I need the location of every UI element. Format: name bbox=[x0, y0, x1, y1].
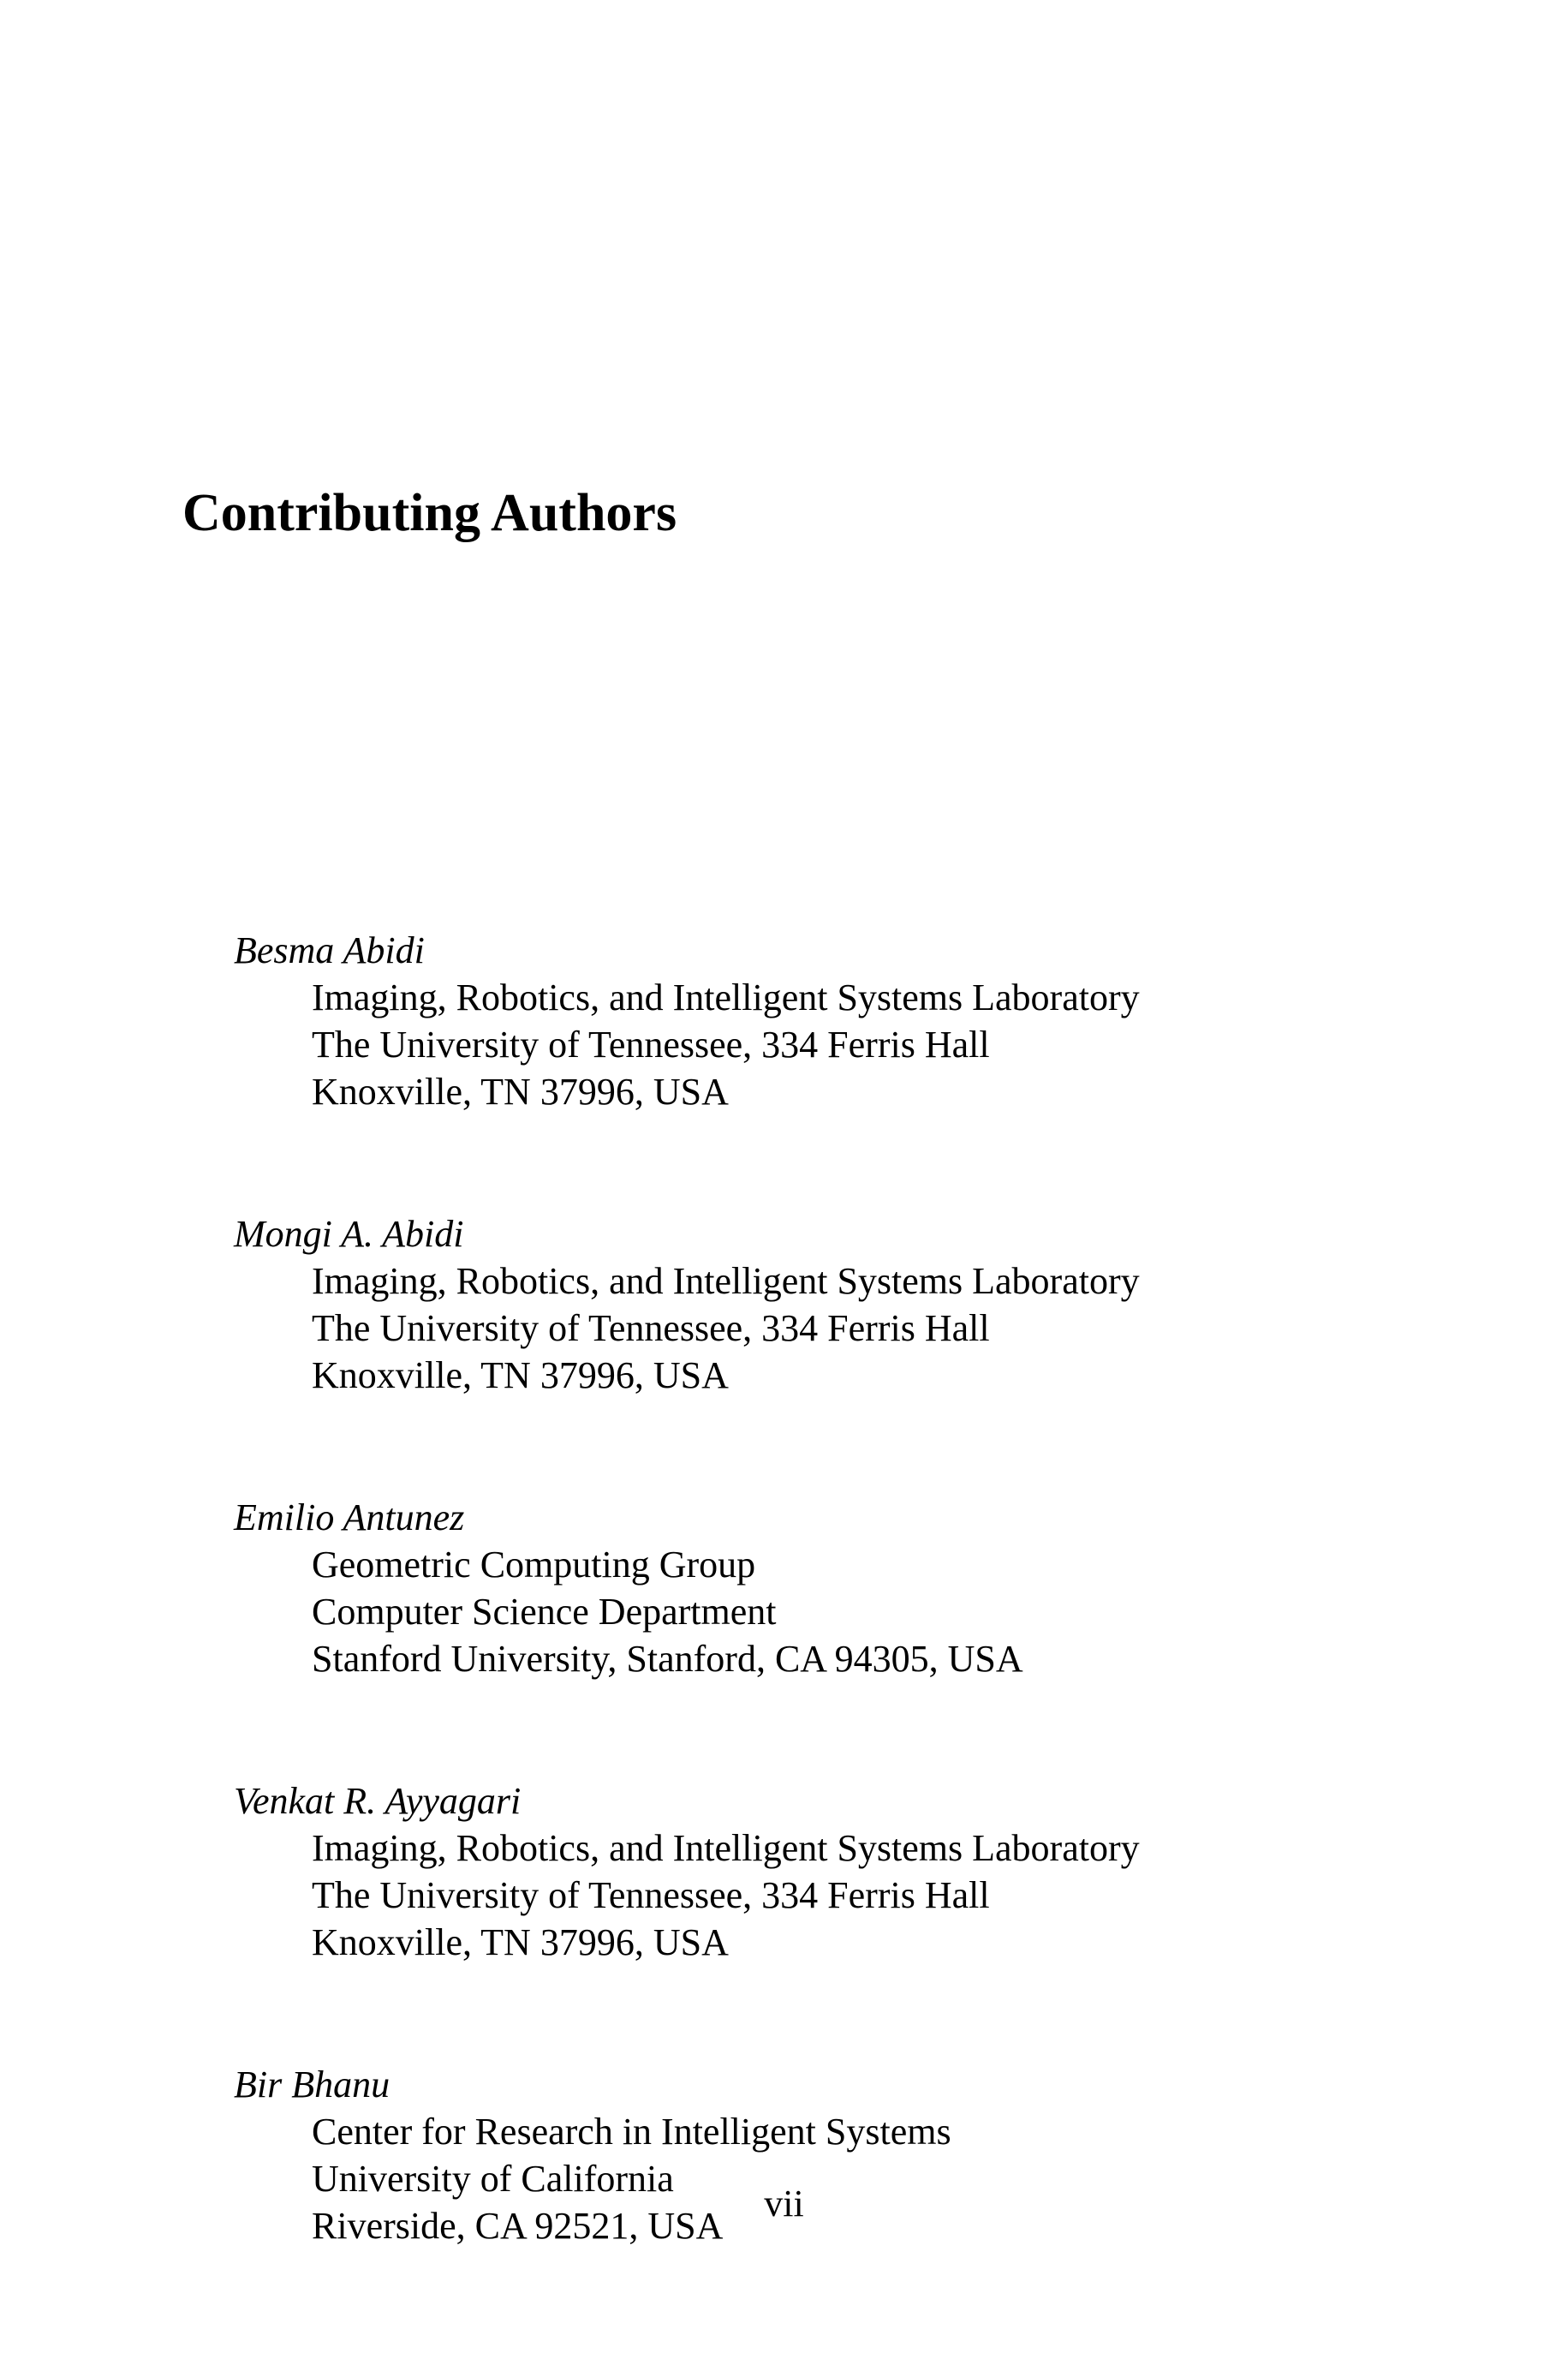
affiliation-line: Imaging, Robotics, and Intelligent Systems Laboratory bbox=[312, 976, 1140, 1018]
author-name: Venkat R. Ayyagari bbox=[234, 1780, 522, 1822]
affiliation-line: The University of Tennessee, 334 Ferris Hall bbox=[312, 1024, 990, 1066]
author-name: Mongi A. Abidi bbox=[234, 1213, 464, 1255]
author-entry bbox=[234, 1210, 1501, 1399]
affiliation-line: Stanford University, Stanford, CA 94305, USA bbox=[312, 1638, 1023, 1680]
affiliation-line: Center for Research in Intelligent Systems bbox=[312, 2111, 951, 2153]
author-name: Bir Bhanu bbox=[234, 2063, 391, 2105]
affiliation-line: Imaging, Robotics, and Intelligent Systems Laboratory bbox=[312, 1260, 1140, 1302]
author-entry bbox=[234, 1777, 1501, 1966]
author-name: Besma Abidi bbox=[234, 929, 425, 971]
author-list bbox=[234, 927, 1501, 2344]
affiliation-line: Geometric Computing Group bbox=[312, 1544, 756, 1586]
affiliation-line: The University of Tennessee, 334 Ferris Hall bbox=[312, 1307, 990, 1349]
page-title: Contributing Authors bbox=[182, 484, 677, 542]
affiliation-line: The University of Tennessee, 334 Ferris Hall bbox=[312, 1874, 990, 1916]
affiliation-line: University of California bbox=[312, 2158, 674, 2200]
author-entry bbox=[234, 927, 1501, 1115]
affiliation-line: Knoxville, TN 37996, USA bbox=[312, 1921, 729, 1963]
page-number: vii bbox=[764, 2183, 804, 2225]
affiliation-line: Imaging, Robotics, and Intelligent Systems Laboratory bbox=[312, 1827, 1140, 1869]
author-name: Emilio Antunez bbox=[234, 1496, 465, 1538]
affiliation-line: Knoxville, TN 37996, USA bbox=[312, 1071, 729, 1113]
affiliation-line: Riverside, CA 92521, USA bbox=[312, 2205, 724, 2247]
author-entry bbox=[234, 1494, 1501, 1682]
affiliation-line: Knoxville, TN 37996, USA bbox=[312, 1354, 729, 1396]
affiliation-line: Computer Science Department bbox=[312, 1591, 777, 1633]
